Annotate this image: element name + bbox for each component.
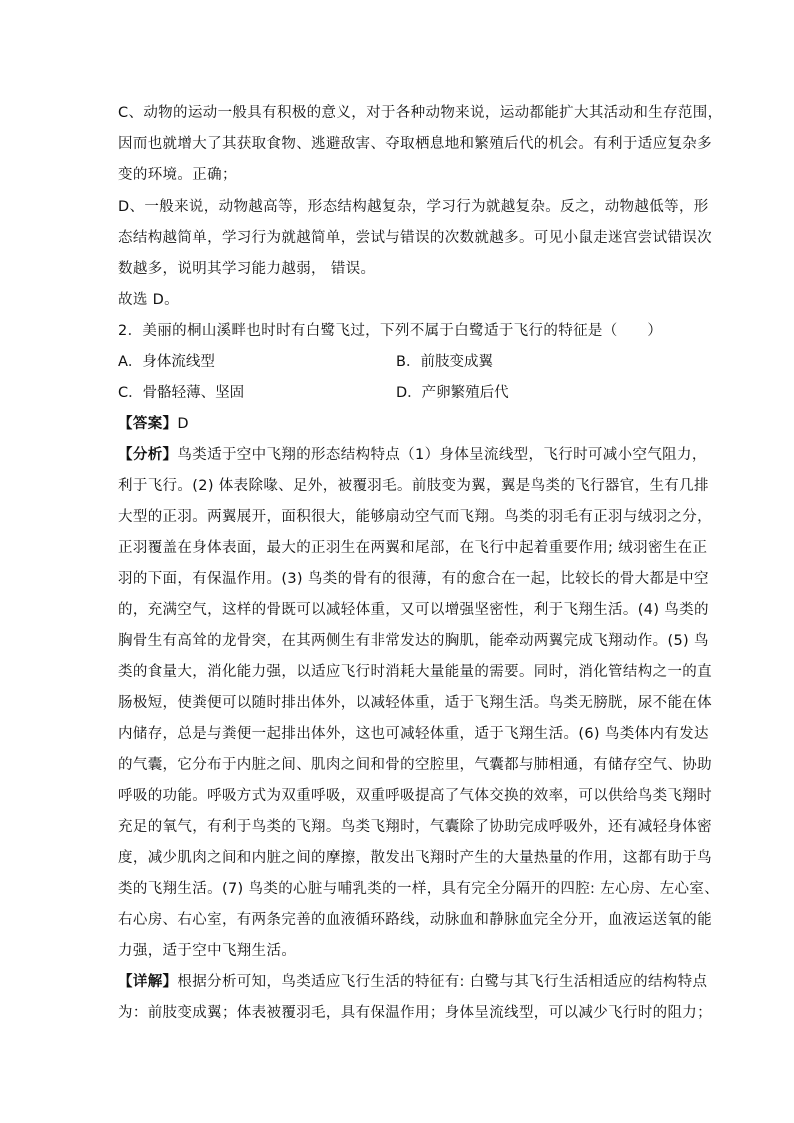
detail-tag: 【详解】	[118, 974, 178, 990]
analysis-line: 类的食量大，消化能力强，以适应飞行时消耗大量能量的需要。同时，消化管结构之一的直	[118, 664, 712, 680]
analysis-line: 度，减少肌肉之间和内脏之间的摩擦，散发出飞翔时产生的大量热量的作用，这都有助于鸟	[118, 850, 712, 866]
text-line: 态结构越简单，学习行为就越简单，尝试与错误的次数就越多。可见小鼠走迷宫尝试错误次	[118, 230, 712, 246]
question-stem: 2．美丽的桐山溪畔也时时有白鹭飞过，下列不属于白鹭适于飞行的特征是（ ）	[118, 323, 663, 339]
option-c: C．骨骼轻薄、坚固	[118, 385, 245, 401]
text-line: D、一般来说，动物越高等，形态结构越复杂，学习行为就越复杂。反之，动物越低等，形	[118, 199, 709, 215]
option-d: D．产卵繁殖后代	[396, 385, 509, 401]
detail-line	[118, 972, 707, 992]
text-line: C、动物的运动一般具有积极的意义，对于各种动物来说，运动都能扩大其活动和生存范围，	[118, 105, 723, 121]
analysis-line: 呼吸的功能。呼吸方式为双重呼吸，双重呼吸提高了气体交换的效率，可以供给鸟类飞翔时	[118, 788, 712, 804]
text-line: 变的环境。正确；	[118, 167, 237, 183]
detail-line: 为：前肢变成翼；体表被覆羽毛，具有保温作用；身体呈流线型，可以减少飞行时的阻力；	[118, 1005, 712, 1021]
analysis-line: 的，充满空气，这样的骨既可以减轻体重，又可以增强坚密性，利于飞翔生活。(4) 鸟类的	[118, 602, 709, 618]
option-b: B．前肢变成翼	[396, 354, 493, 370]
analysis-line: 利于飞行。(2) 体表除喙、足外，被覆羽毛。前肢变为翼，翼是鸟类的飞行器官，生有几排	[118, 478, 709, 494]
analysis-line: 正羽覆盖在身体表面，最大的正羽生在两翼和尾部，在飞行中起着重要作用; 绒羽密生在正	[118, 540, 708, 556]
analysis-line: 内储存，总是与粪便一起排出体外，这也可减轻体重，适于飞翔生活。(6) 鸟类体内有发达	[118, 726, 709, 742]
analysis-line: 大型的正羽。两翼展开，面积很大，能够扇动空气而飞翔。鸟类的羽毛有正羽与绒羽之分，	[118, 509, 712, 525]
conclusion-text: 故选 D。	[118, 292, 180, 308]
analysis-line: 力强，适于空中飞翔生活。	[118, 943, 297, 959]
text-line: 因而也就增大了其获取食物、逃避敌害、夺取栖息地和繁殖后代的机会。有利于适应复杂多	[118, 136, 712, 152]
answer-tag: 【答案】	[118, 416, 178, 432]
analysis-text: 鸟类适于空中飞翔的形态结构特点（1）身体呈流线型，飞行时可减小空气阻力，	[177, 447, 707, 463]
detail-text: 根据分析可知，鸟类适应飞行生活的特征有: 白鹭与其飞行生活相适应的结构特点	[177, 974, 708, 990]
analysis-line: 肠极短，使粪便可以随时排出体外，以减轻体重，适于飞翔生活。鸟类无膀胱，尿不能在体	[118, 695, 712, 711]
option-a: A．身体流线型	[118, 354, 215, 370]
text-line: 数越多，说明其学习能力越弱， 错误。	[118, 261, 376, 277]
analysis-line: 类的飞翔生活。(7) 鸟类的心脏与哺乳类的一样，具有完全分隔开的四腔: 左心房、左心室、	[118, 881, 720, 897]
analysis-line: 胸骨生有高耸的龙骨突，在其两侧生有非常发达的胸肌，能牵动两翼完成飞翔动作。(5) 鸟	[118, 633, 709, 649]
analysis-tag: 【分析】	[118, 447, 178, 463]
analysis-line: 充足的氧气，有利于鸟类的飞翔。鸟类飞翔时，气囊除了协助完成呼吸外，还有减轻身体密	[118, 819, 712, 835]
analysis-line	[118, 445, 707, 465]
answer-line	[118, 414, 189, 434]
analysis-line: 右心房、右心室，有两条完善的血液循环路线，动脉血和静脉血完全分开，血液运送氧的能	[118, 912, 712, 928]
answer-value: D	[177, 416, 189, 432]
analysis-line: 羽的下面，有保温作用。(3) 鸟类的骨有的很薄，有的愈合在一起，比较长的骨大都是中空	[118, 571, 709, 587]
analysis-line: 的气囊，它分布于内脏之间、肌肉之间和骨的空腔里，气囊都与肺相通，有储存空气、协助	[118, 757, 712, 773]
